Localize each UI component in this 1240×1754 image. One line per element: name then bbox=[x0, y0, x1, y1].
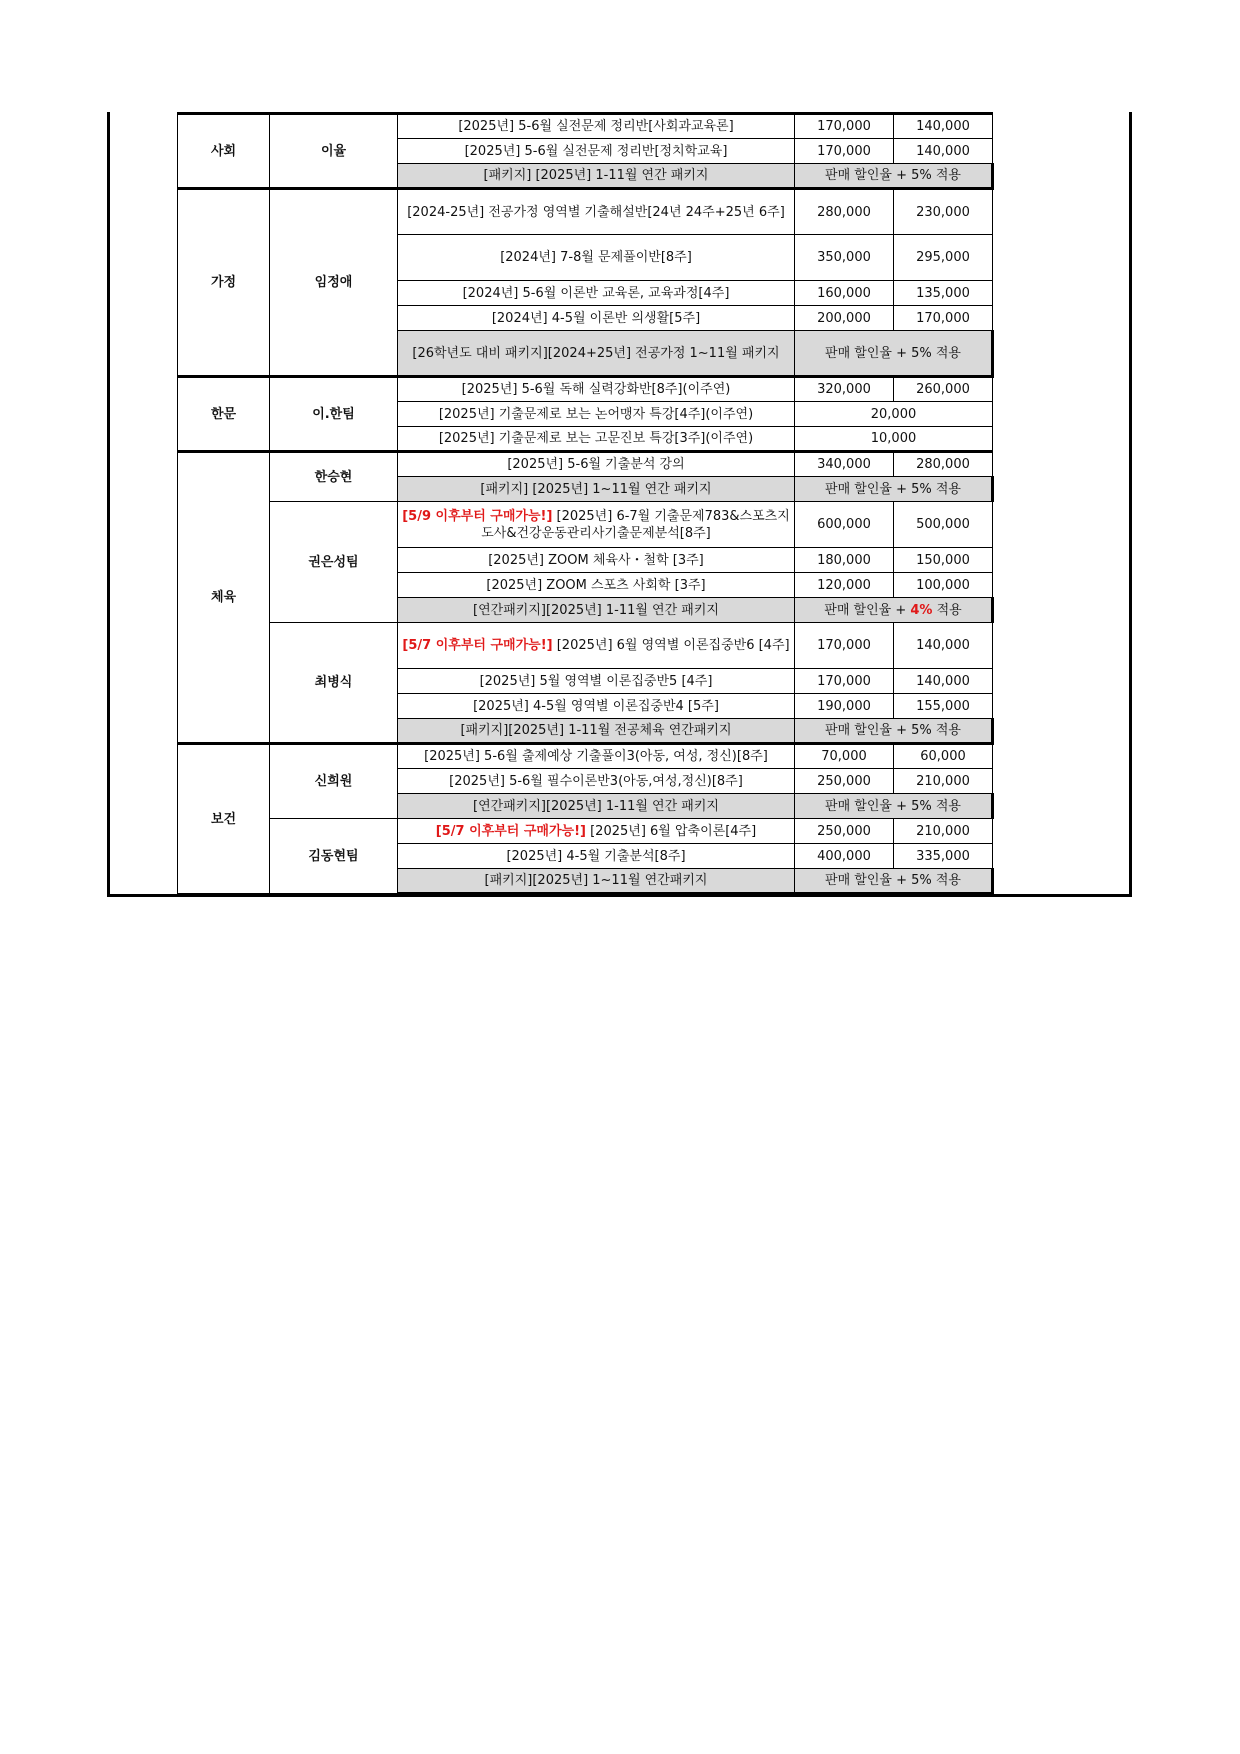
discount-rate: 4% bbox=[910, 602, 933, 618]
teacher-cell: 권은성팀 bbox=[270, 502, 398, 623]
sale-price-cell: 135,000 bbox=[894, 281, 993, 306]
course-title: [2025년] 6-7월 기출문제783&스포츠지도사&건강운동관리사기출문제분석[8주] bbox=[481, 508, 790, 541]
discount-rate: 5% bbox=[911, 798, 932, 814]
discount-rate: 5% bbox=[911, 168, 932, 183]
course-name-cell bbox=[398, 869, 795, 894]
course-name-cell bbox=[398, 235, 795, 281]
course-row bbox=[178, 377, 993, 402]
sale-price-cell: 60,000 bbox=[894, 744, 993, 769]
course-title: [2025년] 4-5월 기출분석[8주] bbox=[506, 848, 686, 864]
course-title: [2025년] 5-6월 독해 실력강화반[8주](이주연) bbox=[461, 382, 731, 397]
course-name-cell bbox=[398, 377, 795, 402]
teacher-cell: 이율 bbox=[270, 114, 398, 189]
discount-prefix: 판매 할인율 + bbox=[825, 873, 912, 888]
course-row bbox=[178, 744, 993, 769]
package-discount-cell bbox=[795, 794, 993, 819]
teacher-cell: 임정애 bbox=[270, 189, 398, 377]
course-row bbox=[178, 189, 993, 235]
course-title: [패키지][2025년] 1-11월 전공체육 연간패키지 bbox=[460, 723, 732, 738]
discount-rate: 5% bbox=[911, 723, 932, 738]
sale-price-cell: 150,000 bbox=[894, 548, 993, 573]
course-title: [2025년] 5-6월 출제예상 기출풀이3(아동, 여성, 정신)[8주] bbox=[424, 749, 768, 764]
course-name-cell bbox=[398, 744, 795, 769]
discount-prefix: 판매 할인율 + bbox=[824, 602, 911, 618]
discount-prefix: 판매 할인율 + bbox=[825, 723, 912, 738]
course-title: [2025년] 5-6월 필수이론반3(아동,여성,정신)[8주] bbox=[449, 773, 743, 789]
discount-suffix: 적용 bbox=[931, 798, 961, 814]
sale-price-cell: 210,000 bbox=[894, 769, 993, 794]
regular-price-cell: 400,000 bbox=[795, 844, 894, 869]
course-title: [연간패키지][2025년] 1-11월 연간 패키지 bbox=[473, 798, 719, 814]
sale-price-cell: 100,000 bbox=[894, 573, 993, 598]
regular-price-cell: 340,000 bbox=[795, 452, 894, 477]
sale-price-cell: 260,000 bbox=[894, 377, 993, 402]
subject-cell: 사회 bbox=[178, 114, 270, 189]
course-title: [2024-25년] 전공가정 영역별 기출해설반[24년 24주+25년 6주] bbox=[407, 204, 785, 220]
course-name-cell bbox=[398, 548, 795, 573]
course-name-cell bbox=[398, 164, 795, 189]
course-title: [2024년] 7-8월 문제풀이반[8주] bbox=[500, 250, 692, 265]
availability-notice: [5/7 이후부터 구매가능!] bbox=[402, 638, 553, 653]
course-name-cell bbox=[398, 794, 795, 819]
price-cell: 10,000 bbox=[795, 427, 993, 452]
course-title: [패키지] [2025년] 1~11월 연간 패키지 bbox=[480, 481, 712, 497]
regular-price-cell: 200,000 bbox=[795, 306, 894, 331]
teacher-cell: 이.한팀 bbox=[270, 377, 398, 452]
discount-prefix: 판매 할인율 + bbox=[825, 481, 912, 497]
course-name-cell bbox=[398, 189, 795, 235]
sale-price-cell: 280,000 bbox=[894, 452, 993, 477]
availability-notice: [5/7 이후부터 구매가능!] bbox=[435, 823, 586, 839]
course-title: [2025년] ZOOM 스포츠 사회학 [3주] bbox=[486, 577, 706, 593]
regular-price-cell: 170,000 bbox=[795, 114, 894, 139]
discount-prefix: 판매 할인율 + bbox=[825, 798, 912, 814]
course-title: [2025년] 5-6월 기출분석 강의 bbox=[507, 457, 685, 472]
discount-suffix: 적용 bbox=[931, 345, 961, 361]
course-name-cell bbox=[398, 502, 795, 548]
regular-price-cell: 320,000 bbox=[795, 377, 894, 402]
sale-price-cell: 210,000 bbox=[894, 819, 993, 844]
price-cell: 20,000 bbox=[795, 402, 993, 427]
course-name-cell bbox=[398, 306, 795, 331]
discount-suffix: 적용 bbox=[931, 723, 961, 738]
sale-price-cell: 230,000 bbox=[894, 189, 993, 235]
course-name-cell bbox=[398, 139, 795, 164]
course-name-cell bbox=[398, 477, 795, 502]
discount-suffix: 적용 bbox=[931, 168, 961, 183]
regular-price-cell: 170,000 bbox=[795, 623, 894, 669]
regular-price-cell: 250,000 bbox=[795, 819, 894, 844]
course-price-table bbox=[177, 112, 994, 895]
package-discount-cell bbox=[795, 331, 993, 377]
course-title: [2024년] 5-6월 이론반 교육론, 교육과정[4주] bbox=[462, 285, 730, 301]
sale-price-cell: 155,000 bbox=[894, 694, 993, 719]
sale-price-cell: 500,000 bbox=[894, 502, 993, 548]
subject-cell: 체육 bbox=[178, 452, 270, 744]
package-discount-cell bbox=[795, 598, 993, 623]
course-title: [2025년] 6월 압축이론[4주] bbox=[585, 823, 757, 839]
subject-cell: 한문 bbox=[178, 377, 270, 452]
course-title: [2025년] 5-6월 실전문제 정리반[사회과교육론] bbox=[458, 119, 734, 134]
course-name-cell bbox=[398, 719, 795, 744]
course-name-cell bbox=[398, 598, 795, 623]
course-title: [2025년] 기출문제로 보는 고문진보 특강[3주](이주연) bbox=[438, 431, 754, 446]
course-table-body bbox=[178, 114, 993, 894]
discount-rate: 5% bbox=[911, 481, 932, 497]
regular-price-cell: 160,000 bbox=[795, 281, 894, 306]
discount-prefix: 판매 할인율 + bbox=[825, 168, 912, 183]
course-row bbox=[178, 623, 993, 669]
teacher-cell: 김동현팀 bbox=[270, 819, 398, 894]
teacher-cell: 신희원 bbox=[270, 744, 398, 819]
package-discount-cell bbox=[795, 869, 993, 894]
discount-suffix: 적용 bbox=[931, 481, 961, 497]
sale-price-cell: 170,000 bbox=[894, 306, 993, 331]
regular-price-cell: 190,000 bbox=[795, 694, 894, 719]
course-title: [2025년] 기출문제로 보는 논어맹자 특강[4주](이주연) bbox=[438, 406, 754, 422]
course-name-cell bbox=[398, 331, 795, 377]
regular-price-cell: 70,000 bbox=[795, 744, 894, 769]
course-name-cell bbox=[398, 694, 795, 719]
subject-cell: 보건 bbox=[178, 744, 270, 894]
course-title: [2025년] 4-5월 영역별 이론집중반4 [5주] bbox=[473, 698, 719, 714]
course-title: [2025년] 6월 영역별 이론집중반6 [4주] bbox=[552, 638, 790, 653]
course-name-cell bbox=[398, 573, 795, 598]
discount-prefix: 판매 할인율 + bbox=[825, 345, 912, 361]
course-title: [2024년] 4-5월 이론반 의생활[5주] bbox=[491, 310, 701, 326]
package-discount-cell bbox=[795, 477, 993, 502]
course-name-cell bbox=[398, 281, 795, 306]
course-name-cell bbox=[398, 769, 795, 794]
subject-cell: 가정 bbox=[178, 189, 270, 377]
course-title: [연간패키지][2025년] 1-11월 연간 패키지 bbox=[473, 602, 719, 618]
sale-price-cell: 140,000 bbox=[894, 623, 993, 669]
regular-price-cell: 170,000 bbox=[795, 669, 894, 694]
course-name-cell bbox=[398, 452, 795, 477]
package-discount-cell bbox=[795, 164, 993, 189]
course-name-cell bbox=[398, 819, 795, 844]
course-row bbox=[178, 114, 993, 139]
regular-price-cell: 350,000 bbox=[795, 235, 894, 281]
discount-rate: 5% bbox=[911, 873, 932, 888]
course-title: [패키지] [2025년] 1-11월 연간 패키지 bbox=[483, 168, 709, 183]
teacher-cell: 한승현 bbox=[270, 452, 398, 502]
course-row bbox=[178, 502, 993, 548]
discount-suffix: 적용 bbox=[931, 873, 961, 888]
regular-price-cell: 600,000 bbox=[795, 502, 894, 548]
course-row bbox=[178, 819, 993, 844]
sale-price-cell: 295,000 bbox=[894, 235, 993, 281]
regular-price-cell: 280,000 bbox=[795, 189, 894, 235]
teacher-cell: 최병식 bbox=[270, 623, 398, 744]
availability-notice: [5/9 이후부터 구매가능!] bbox=[402, 508, 553, 524]
course-name-cell bbox=[398, 427, 795, 452]
discount-rate: 5% bbox=[911, 345, 932, 361]
course-name-cell bbox=[398, 623, 795, 669]
regular-price-cell: 170,000 bbox=[795, 139, 894, 164]
course-name-cell bbox=[398, 114, 795, 139]
course-name-cell bbox=[398, 402, 795, 427]
course-row bbox=[178, 452, 993, 477]
regular-price-cell: 180,000 bbox=[795, 548, 894, 573]
package-discount-cell bbox=[795, 719, 993, 744]
regular-price-cell: 120,000 bbox=[795, 573, 894, 598]
sale-price-cell: 140,000 bbox=[894, 669, 993, 694]
sale-price-cell: 335,000 bbox=[894, 844, 993, 869]
course-name-cell bbox=[398, 669, 795, 694]
course-title: [2025년] 5월 영역별 이론집중반5 [4주] bbox=[479, 673, 713, 689]
course-title: [2025년] ZOOM 체육사・철학 [3주] bbox=[488, 552, 704, 568]
sale-price-cell: 140,000 bbox=[894, 114, 993, 139]
course-title: [2025년] 5-6월 실전문제 정리반[정치학교육] bbox=[464, 143, 728, 159]
sale-price-cell: 140,000 bbox=[894, 139, 993, 164]
course-title: [패키지][2025년] 1~11월 연간패키지 bbox=[484, 873, 708, 888]
regular-price-cell: 250,000 bbox=[795, 769, 894, 794]
course-name-cell bbox=[398, 844, 795, 869]
course-title: [26학년도 대비 패키지][2024+25년] 전공가정 1~11월 패키지 bbox=[412, 345, 780, 361]
discount-suffix: 적용 bbox=[932, 602, 962, 618]
